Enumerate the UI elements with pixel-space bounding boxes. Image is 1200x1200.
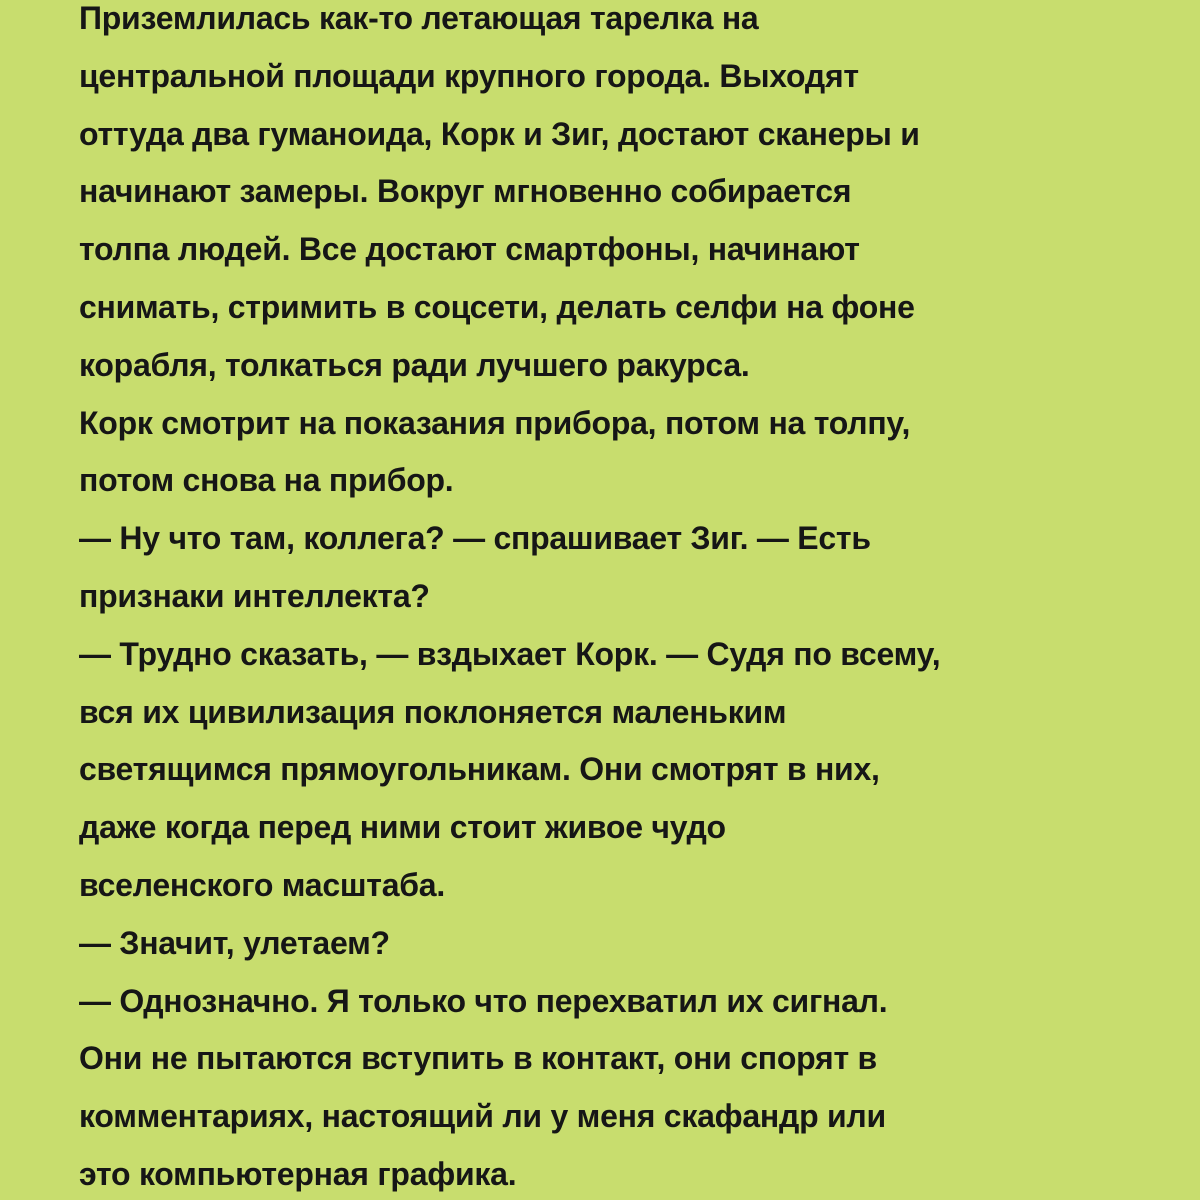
text-line: комментариях, настоящий ли у меня скафандр или	[79, 1098, 886, 1135]
text-line: — Трудно сказать, — вздыхает Корк. — Судя по всему,	[79, 635, 941, 672]
text-line: вся их цивилизация поклоняется маленьким	[79, 693, 787, 730]
text-line: это компьютерная графика.	[79, 1155, 517, 1192]
text-line: оттуда два гуманоида, Корк и Зиг, достают сканеры и	[79, 115, 920, 152]
text-line: — Значит, улетаем?	[79, 924, 390, 961]
text-line: начинают замеры. Вокруг мгновенно собирается	[79, 173, 852, 210]
text-line: центральной площади крупного города. Выходят	[79, 57, 859, 94]
text-line: толпа людей. Все достают смартфоны, начинают	[79, 231, 860, 268]
text-line: Они не пытаются вступить в контакт, они спорят в	[79, 1040, 877, 1077]
text-line: снимать, стримить в соцсети, делать селфи на фоне	[79, 288, 915, 325]
text-line: — Ну что там, коллега? — спрашивает Зиг. — Есть	[79, 520, 871, 557]
text-line: потом снова на прибор.	[79, 462, 454, 499]
text-line: признаки интеллекта?	[79, 577, 430, 614]
text-line: корабля, толкаться ради лучшего ракурса.	[79, 346, 750, 383]
text-line: — Однозначно. Я только что перехватил их сигнал.	[79, 982, 888, 1019]
text-line: Приземлилась как-то летающая тарелка на	[79, 0, 759, 36]
story-text	[79, 0, 1159, 1200]
text-line: даже когда перед ними стоит живое чудо	[79, 809, 726, 846]
text-line: Корк смотрит на показания прибора, потом на толпу,	[79, 404, 911, 441]
text-line: светящимся прямоугольникам. Они смотрят в них,	[79, 751, 880, 788]
text-line: вселенского масштаба.	[79, 866, 445, 903]
